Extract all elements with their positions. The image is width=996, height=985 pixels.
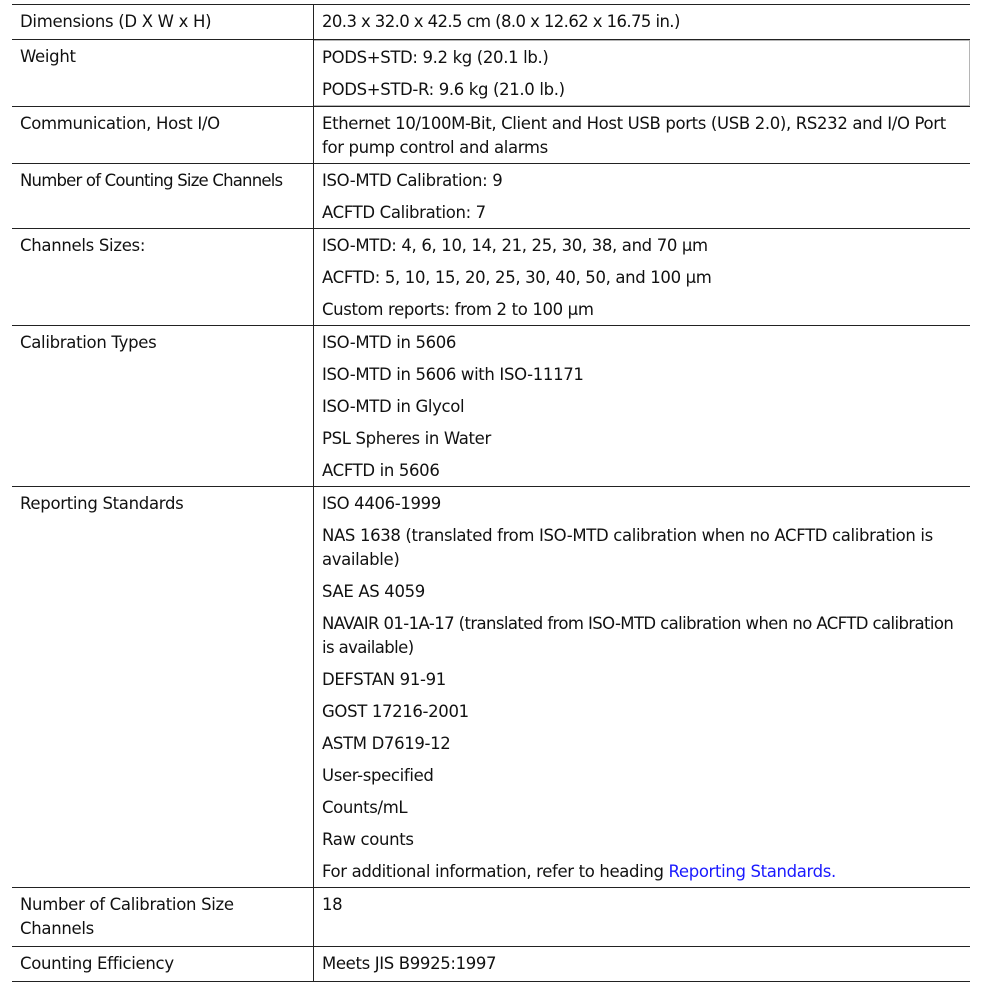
value-line: ISO-MTD: 4, 6, 10, 14, 21, 25, 30, 38, and 70 µm — [322, 236, 708, 255]
row-label: Calibration Types — [12, 326, 314, 487]
table-row-channel-sizes — [12, 229, 970, 326]
value-line: Meets JIS B9925:1997 — [322, 954, 497, 973]
table-row-calibration-types — [12, 326, 970, 487]
value-line: ISO-MTD Calibration: 9 — [322, 171, 503, 190]
weight-values-box — [314, 40, 970, 106]
row-label: Number of Calibration Size Channels — [12, 888, 314, 947]
row-label: Reporting Standards — [12, 487, 314, 888]
table-row-weight — [12, 40, 970, 107]
value-line: ISO-MTD in 5606 — [322, 333, 457, 352]
value-line: Custom reports: from 2 to 100 µm — [322, 300, 594, 319]
value-line: SAE AS 4059 — [322, 582, 425, 601]
row-value-cell — [314, 229, 971, 326]
value-line: PODS+STD-R: 9.6 kg (21.0 lb.) — [322, 80, 565, 99]
row-value-cell — [314, 888, 971, 947]
row-value-cell — [314, 164, 971, 229]
table-row-dimensions — [12, 5, 970, 40]
table-row-counting-size-channels — [12, 164, 970, 229]
row-value-cell — [314, 947, 971, 982]
value-line: PSL Spheres in Water — [322, 429, 491, 448]
row-label: Number of Counting Size Channels — [12, 164, 314, 229]
row-label: Dimensions (D X W x H) — [12, 5, 314, 40]
value-line: ISO 4406-1999 — [322, 494, 441, 513]
table-row-reporting-standards — [12, 487, 970, 888]
value-line: ACFTD Calibration: 7 — [322, 203, 486, 222]
row-label: Counting Efficiency — [12, 947, 314, 982]
table-row-communication — [12, 107, 970, 164]
value-line: Counts/mL — [322, 798, 408, 817]
value-line: ASTM D7619-12 — [322, 734, 451, 753]
value-line: Raw counts — [322, 830, 414, 849]
row-value-cell — [314, 487, 971, 888]
table-row-calibration-size-channels — [12, 888, 970, 947]
value-line: ACFTD in 5606 — [322, 461, 440, 480]
reference-note-prefix: For additional information, refer to heading — [322, 862, 669, 881]
value-line: ISO-MTD in 5606 with ISO-11171 — [322, 365, 584, 384]
value-line: DEFSTAN 91-91 — [322, 670, 446, 689]
row-value-cell — [314, 326, 971, 487]
row-label: Channels Sizes: — [12, 229, 314, 326]
value-line: NAS 1638 (translated from ISO-MTD calibration when no ACFTD calibration is available) — [322, 526, 933, 569]
specifications-table — [12, 4, 970, 982]
value-line: 18 — [322, 895, 343, 914]
reporting-standards-link[interactable]: Reporting Standards — [668, 862, 831, 881]
value-line: NAVAIR 01-1A-17 (translated from ISO-MTD calibration when no ACFTD calibration is available) — [322, 614, 954, 657]
value-line: GOST 17216-2001 — [322, 702, 469, 721]
value-line: Ethernet 10/100M-Bit, Client and Host USB ports (USB 2.0), RS232 and I/O Port for pump control and alarms — [322, 114, 946, 157]
value-line: PODS+STD: 9.2 kg (20.1 lb.) — [322, 48, 549, 67]
row-label: Weight — [12, 40, 314, 107]
value-line: User-specified — [322, 766, 434, 785]
table-row-counting-efficiency — [12, 947, 970, 982]
row-value-cell — [314, 107, 971, 164]
reference-note — [322, 855, 970, 887]
row-label: Communication, Host I/O — [12, 107, 314, 164]
row-value-cell — [314, 5, 971, 40]
value-line: ISO-MTD in Glycol — [322, 397, 465, 416]
value-line: ACFTD: 5, 10, 15, 20, 25, 30, 40, 50, and 100 µm — [322, 268, 712, 287]
row-value-cell — [314, 40, 971, 107]
reference-note-suffix: . — [830, 862, 836, 881]
value-line: 20.3 x 32.0 x 42.5 cm (8.0 x 12.62 x 16.75 in.) — [322, 12, 680, 31]
